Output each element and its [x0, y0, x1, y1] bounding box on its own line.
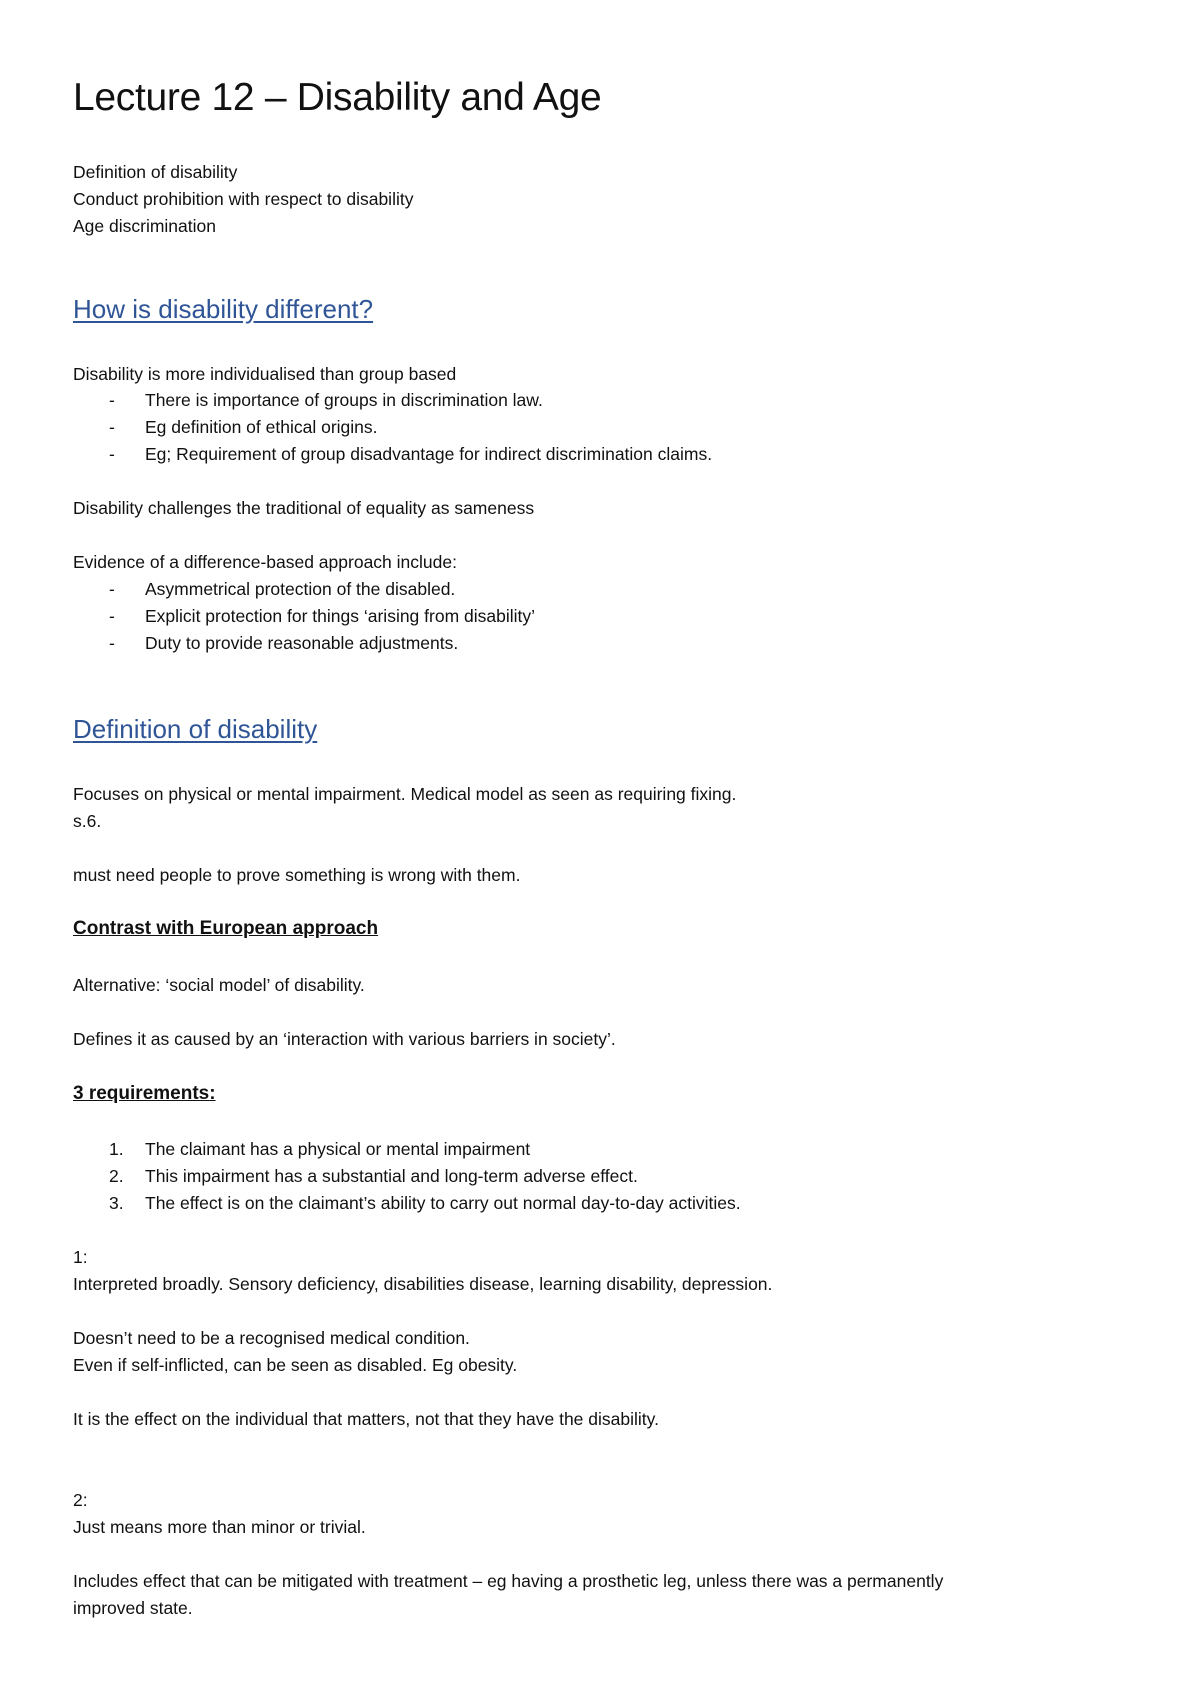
page-title: Lecture 12 – Disability and Age — [73, 76, 602, 119]
list-item — [109, 444, 712, 465]
list-item — [109, 633, 458, 654]
numbered-item — [109, 1166, 638, 1187]
item-text: This impairment has a substantial and long-term adverse effect. — [145, 1166, 638, 1186]
item-number: 1. — [109, 1139, 124, 1159]
bullet-marker: - — [109, 444, 115, 464]
list-item — [109, 606, 535, 627]
list-item — [109, 579, 455, 600]
paragraph: Even if self-inflicted, can be seen as disabled. Eg obesity. — [73, 1355, 518, 1375]
paragraph: Alternative: ‘social model’ of disability. — [73, 975, 365, 995]
intro-line-1: Definition of disability — [73, 162, 238, 182]
list-item — [109, 390, 543, 411]
paragraph: improved state. — [73, 1598, 193, 1618]
bullet-marker: - — [109, 579, 115, 599]
list-item-text: Explicit protection for things ‘arising from disability’ — [145, 606, 536, 626]
numbered-item — [109, 1193, 741, 1214]
section-heading-definition: Definition of disability — [73, 714, 318, 744]
paragraph: Defines it as caused by an ‘interaction with various barriers in society’. — [73, 1029, 616, 1049]
numbered-item — [109, 1139, 530, 1160]
bullet-marker: - — [109, 633, 115, 653]
bullet-marker: - — [109, 390, 115, 410]
list-item-text: Asymmetrical protection of the disabled. — [145, 579, 456, 599]
paragraph: Evidence of a difference-based approach include: — [73, 552, 457, 572]
bullet-marker: - — [109, 417, 115, 437]
item-text: The claimant has a physical or mental impairment — [145, 1139, 531, 1159]
subheading-requirements: 3 requirements: — [73, 1083, 216, 1104]
list-item-text: There is importance of groups in discrimination law. — [145, 390, 543, 410]
paragraph: Includes effect that can be mitigated with treatment – eg having a prosthetic leg, unless there was a permanently — [73, 1571, 944, 1591]
paragraph: Doesn’t need to be a recognised medical condition. — [73, 1328, 470, 1348]
item-text: The effect is on the claimant’s ability to carry out normal day-to-day activities. — [145, 1193, 741, 1213]
paragraph: Disability is more individualised than group based — [73, 364, 457, 384]
paragraph: Interpreted broadly. Sensory deficiency, disabilities disease, learning disability, depression. — [73, 1274, 773, 1294]
subheading-european-approach: Contrast with European approach — [73, 918, 379, 939]
intro-line-2: Conduct prohibition with respect to disability — [73, 189, 414, 209]
requirement-label: 1: — [73, 1247, 88, 1267]
list-item-text: Eg; Requirement of group disadvantage for indirect discrimination claims. — [145, 444, 713, 464]
paragraph: Disability challenges the traditional of equality as sameness — [73, 498, 535, 518]
paragraph: must need people to prove something is wrong with them. — [73, 865, 521, 885]
section-heading-how-different: How is disability different? — [73, 294, 374, 324]
list-item-text: Eg definition of ethical origins. — [145, 417, 378, 437]
item-number: 2. — [109, 1166, 124, 1186]
paragraph: It is the effect on the individual that matters, not that they have the disability. — [73, 1409, 659, 1429]
intro-line-3: Age discrimination — [73, 216, 216, 236]
paragraph: Focuses on physical or mental impairment. Medical model as seen as requiring fixing. — [73, 784, 737, 804]
list-item — [109, 417, 378, 438]
bullet-marker: - — [109, 606, 115, 626]
item-number: 3. — [109, 1193, 124, 1213]
requirement-label: 2: — [73, 1490, 88, 1510]
paragraph: s.6. — [73, 811, 102, 831]
list-item-text: Duty to provide reasonable adjustments. — [145, 633, 459, 653]
paragraph: Just means more than minor or trivial. — [73, 1517, 366, 1537]
